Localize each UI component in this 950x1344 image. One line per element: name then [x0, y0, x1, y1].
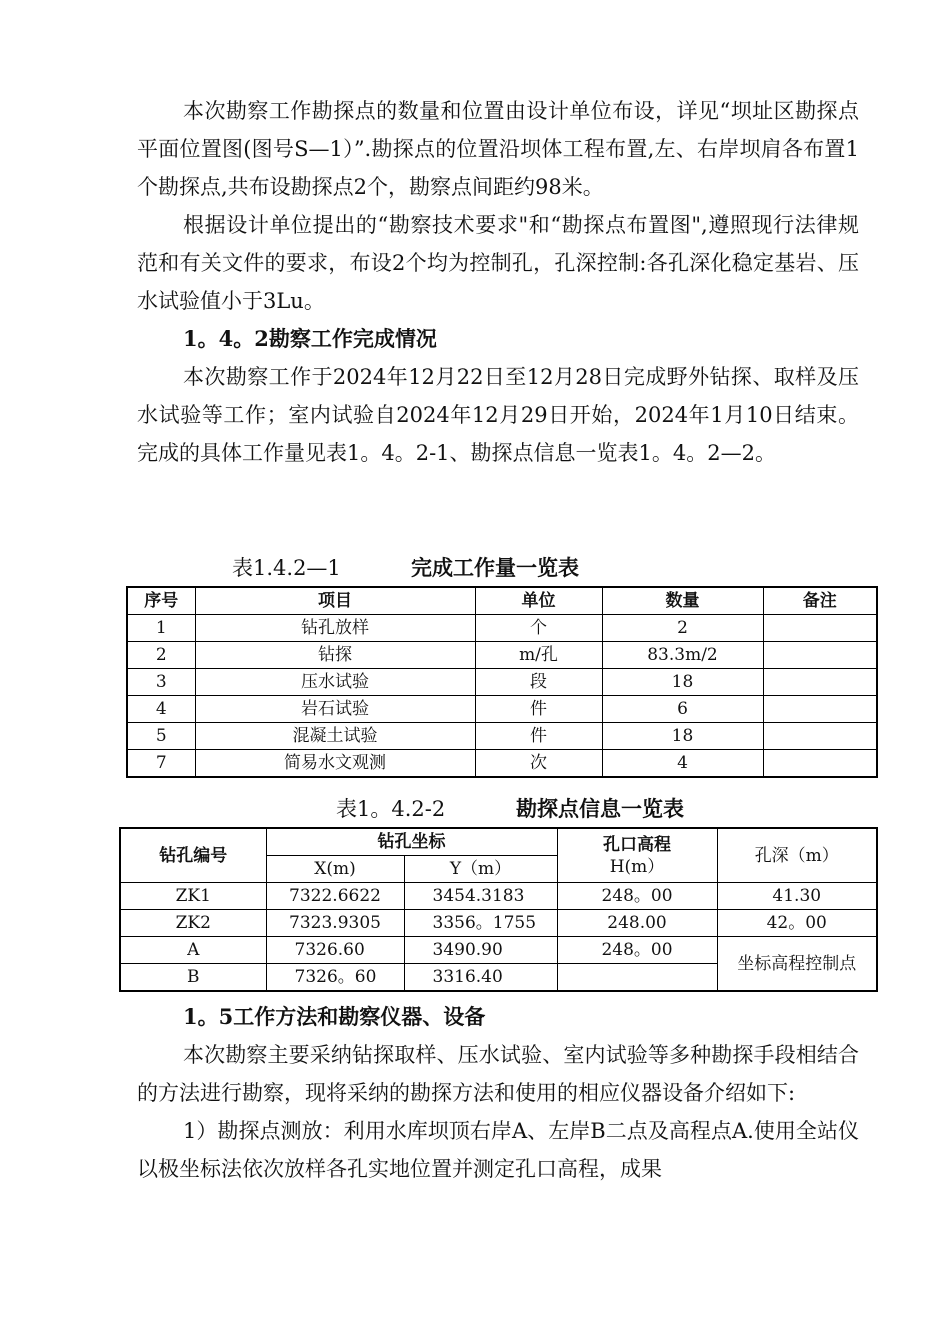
- cell-item: 钻孔放样: [195, 615, 475, 642]
- table-row: [127, 750, 877, 778]
- cell-quantity: 2: [602, 615, 763, 642]
- header-y: Y（m）: [404, 856, 557, 883]
- table-row: [120, 937, 877, 964]
- cell-unit: 段: [475, 669, 602, 696]
- cell-item: 混凝土试验: [195, 723, 475, 750]
- cell-unit: m/孔: [475, 642, 602, 669]
- cell-remark: [763, 750, 877, 778]
- paragraph-requirements: 根据设计单位提出的“勘察技术要求"和“勘探点布置图",遵照现行法律规范和有关文件的要求，布设2个均为控制孔，孔深控制:各孔深化稳定基岩、压水试验值小于3Lu。: [137, 213, 859, 313]
- table-row: [127, 723, 877, 750]
- cell-depth: 41.30: [717, 883, 877, 910]
- cell-unit: 次: [475, 750, 602, 778]
- section-heading-1-5: 1。5工作方法和勘察仪器、设备: [183, 1004, 486, 1029]
- cell-elevation: 248。00: [557, 883, 717, 910]
- header-elevation-line2: H(m）: [609, 856, 665, 877]
- cell-quantity: 6: [602, 696, 763, 723]
- header-collar-elevation: [557, 828, 717, 883]
- header-x: X(m): [266, 856, 404, 883]
- cell-x: 7323.9305: [266, 910, 404, 937]
- cell-item: 岩石试验: [195, 696, 475, 723]
- header-index: 序号: [127, 587, 195, 615]
- cell-control-point-note: 坐标高程控制点: [717, 937, 877, 992]
- cell-y: 3356。1755: [404, 910, 557, 937]
- cell-remark: [763, 615, 877, 642]
- cell-index: 7: [127, 750, 195, 778]
- cell-depth: 42。00: [717, 910, 877, 937]
- cell-unit: 件: [475, 723, 602, 750]
- cell-elevation: 248.00: [557, 910, 717, 937]
- borehole-info-table: [119, 827, 878, 992]
- cell-index: 1: [127, 615, 195, 642]
- cell-remark: [763, 642, 877, 669]
- header-hole-depth: 孔深（m）: [717, 828, 877, 883]
- table-row: [127, 696, 877, 723]
- header-borehole-id: 钻孔编号: [120, 828, 266, 883]
- table1-caption-title: 完成工作量一览表: [411, 555, 579, 580]
- table2-caption: [0, 794, 950, 826]
- cell-x: 7322.6622: [266, 883, 404, 910]
- document-page: [137, 92, 859, 472]
- cell-index: 3: [127, 669, 195, 696]
- table-row: [127, 669, 877, 696]
- cell-remark: [763, 669, 877, 696]
- header-elevation-line1: 孔口高程: [603, 834, 671, 855]
- cell-y: 3316.40: [404, 964, 557, 992]
- table2-caption-title: 勘探点信息一览表: [516, 796, 684, 821]
- document-page-continued: [137, 998, 859, 1188]
- table2-header-row-1: [120, 828, 877, 856]
- header-quantity: 数量: [602, 587, 763, 615]
- cell-quantity: 18: [602, 669, 763, 696]
- cell-index: 4: [127, 696, 195, 723]
- table1-header-row: [127, 587, 877, 615]
- header-borehole-coordinates: 钻孔坐标: [266, 828, 557, 856]
- cell-x: 7326.60: [266, 937, 404, 964]
- cell-id: B: [120, 964, 266, 992]
- table1-caption-number: 表1.4.2—1: [232, 556, 341, 580]
- paragraph-methods: 本次勘察主要采纳钻探取样、压水试验、室内试验等多种勘探手段相结合的方法进行勘察，现将采纳的勘探方法和使用的相应仪器设备介绍如下:: [137, 1043, 859, 1105]
- cell-id: ZK1: [120, 883, 266, 910]
- cell-unit: 个: [475, 615, 602, 642]
- paragraph-point-setting: 1）勘探点测放：利用水库坝顶右岸A、左岸B二点及高程点A.使用全站仪以极坐标法依次放样各孔实地位置并测定孔口高程，成果: [137, 1119, 859, 1181]
- table-row: [127, 615, 877, 642]
- cell-item: 压水试验: [195, 669, 475, 696]
- cell-x: 7326。60: [266, 964, 404, 992]
- paragraph-work-completion: 本次勘察工作于2024年12月22日至12月28日完成野外钻探、取样及压水试验等工作；室内试验自2024年12月29日开始，2024年1月10日结束。完成的具体工作量见表1。4。2-1、勘探点信息一览表1。4。2—2。: [137, 365, 859, 465]
- table1-caption: [0, 553, 950, 585]
- header-remark: 备注: [763, 587, 877, 615]
- cell-quantity: 18: [602, 723, 763, 750]
- header-unit: 单位: [475, 587, 602, 615]
- cell-remark: [763, 723, 877, 750]
- cell-quantity: 4: [602, 750, 763, 778]
- table-row: [127, 642, 877, 669]
- cell-id: A: [120, 937, 266, 964]
- cell-quantity: 83.3m/2: [602, 642, 763, 669]
- cell-elevation: [557, 964, 717, 992]
- table-row: [120, 883, 877, 910]
- table2-caption-number: 表1。4.2-2: [336, 797, 446, 821]
- cell-item: 简易水文观测: [195, 750, 475, 778]
- cell-item: 钻探: [195, 642, 475, 669]
- cell-index: 2: [127, 642, 195, 669]
- header-item: 项目: [195, 587, 475, 615]
- cell-index: 5: [127, 723, 195, 750]
- table-row: [120, 910, 877, 937]
- cell-y: 3490.90: [404, 937, 557, 964]
- cell-y: 3454.3183: [404, 883, 557, 910]
- section-heading-1-4-2: 1。4。2勘察工作完成情况: [183, 326, 437, 351]
- workload-table: [126, 586, 878, 778]
- cell-id: ZK2: [120, 910, 266, 937]
- cell-remark: [763, 696, 877, 723]
- cell-elevation: 248。00: [557, 937, 717, 964]
- paragraph-survey-points: 本次勘察工作勘探点的数量和位置由设计单位布设，详见“坝址区勘探点平面位置图(图号S—1）”.勘探点的位置沿坝体工程布置,左、右岸坝肩各布置1个勘探点,共布设勘探点2个，勘察点间距约98米。: [137, 99, 859, 199]
- cell-unit: 件: [475, 696, 602, 723]
